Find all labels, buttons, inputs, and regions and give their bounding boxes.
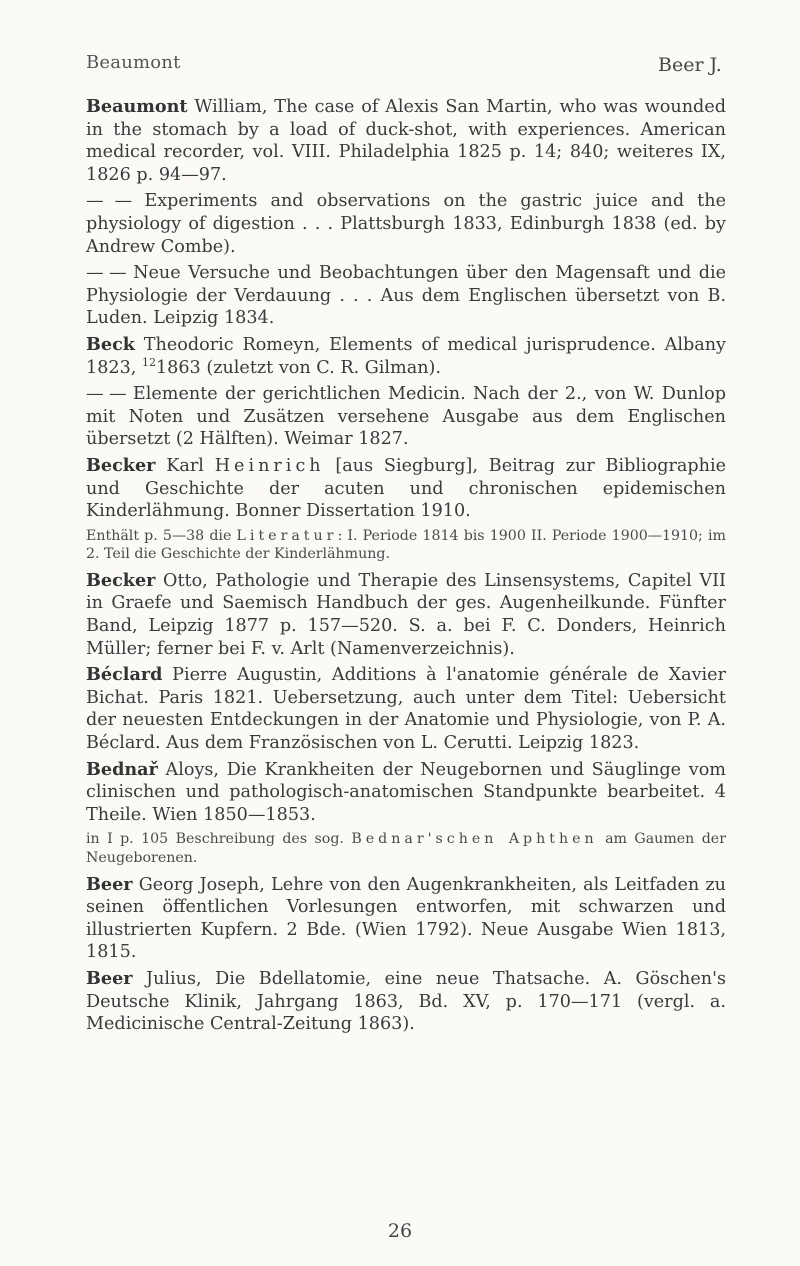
entry-text: Neue Versuche und Beobachtungen über den Magensaft und die Physiologie der Verdauung . . . Aus dem Englischen übersetzt von B. Luden. Leipzig 1834. [86,263,727,329]
entry-text: 1863 (zuletzt von C. R. Gilman). [155,357,442,378]
entry-text: Otto, Pathologie und Therapie des Linsensystems, Capitel VII in Graefe und Saemisch Handbuch der ges. Augenheilkunde. Fünfter Band, Leipzig 1877 p. 157—520. S. a. bei F. C. Donders, Heinrich Müller; ferner bei F. v. Arlt (Namenverzeichnis). [86,570,726,659]
ditto-dash: — — [86,191,132,212]
entry-author: Beer [86,967,133,989]
entry-text: [aus Siegburg], Beitrag zur Bibliographie und Geschichte der acuten und chronischen epidemischen Kinderlähmung. Bonner Dissertation 1910. [86,455,726,522]
entry-text: Elemente der gerichtlichen Medicin. Nach der 2., von W. Dunlop mit Noten und Zusätzen versehene Ausgabe aus dem Englischen übersetzt (2 Hälften). Weimar 1827. [86,384,727,450]
page-number: 26 [387,1220,413,1242]
edition-superscript: 12 [141,355,156,369]
spaced-word: Literatur [236,527,338,544]
bib-entry [86,874,726,964]
entry-text: Experiments and observations on the gastric juice and the physiology of digestion . . . Plattsburgh 1833, Edinburgh 1838 (ed. by Andrew Combe). [86,191,726,257]
entry-author: Beck [86,333,135,355]
entry-author: Bednař [86,758,158,780]
spaced-name: Heinrich [214,455,325,476]
bib-entry [86,96,726,186]
spaced-word: Bednar'schen Aphthen [351,831,598,848]
ditto-dash: — — [86,263,126,284]
bib-entry [86,759,726,827]
running-head-right: Beer J. [658,54,722,76]
bib-entry [86,190,726,258]
entry-author: Beer [86,873,133,895]
entry-note [86,527,726,564]
entry-text: Georg Joseph, Lehre von den Augenkrankheiten, als Leitfaden zu seinen öffentlichen Vorlesungen entworfen, mit schwarzen und illustrierten Kupfern. 2 Bde. (Wien 1792). Neue Ausgabe Wien 1813, 1815. [86,874,726,963]
note-text: Enthält p. 5—38 die [86,527,237,544]
entry-author: Becker [86,569,156,591]
bib-entry [86,664,726,754]
entry-author: Beaumont [86,96,188,117]
entry-author: Béclard [86,664,163,686]
entry-text: Theodoric Romeyn, Elements of medical jurisprudence. Albany 1823, [86,334,726,378]
note-text: am Gaumen der Neugeborenen. [86,831,726,866]
entry-text: William, The case of Alexis San Martin, who was wounded in the stomach by a load of duck-shot, with experiences. American medical recorder, vol. VIII. Philadelphia 1825 p. 14; 840; weiteres IX, 1826 p. 94—97. [86,97,726,185]
bib-entry [86,383,726,451]
bib-entry [86,334,726,379]
running-head-left: Beaumont [86,52,181,73]
bib-entry [86,968,726,1036]
ditto-dash: — — [86,384,126,405]
entry-author: Becker [86,454,156,476]
entry-text: Karl [155,455,215,476]
bibliography-body [86,96,726,1040]
note-text: : I. Periode 1814 bis 1900 II. Periode 1900—1910; im 2. Teil die Geschichte der Kinderlähmung. [86,527,726,563]
bib-entry [86,262,726,330]
entry-note [86,830,726,867]
entry-text: Pierre Augustin, Additions à l'anatomie générale de Xavier Bichat. Paris 1821. Uebersetzung, auch unter dem Titel: Uebersicht der neuesten Entdeckungen in der Anatomie und Physiologie, von P. A. Béclard. Aus dem Französischen von L. Cerutti. Leipzig 1823. [86,665,726,754]
entry-text: Julius, Die Bdellatomie, eine neue Thatsache. A. Göschen's Deutsche Klinik, Jahrgang 1863, Bd. XV, p. 170—171 (vergl. a. Medicinische Central-Zeitung 1863). [86,968,726,1035]
bib-entry [86,570,726,660]
entry-text: Aloys, Die Krankheiten der Neugebornen und Säuglinge vom clinischen und pathologisch-anatomischen Standpunkte bearbeitet. 4 Theile. Wien 1850—1853. [86,759,726,825]
bib-entry [86,455,726,523]
note-text: in I p. 105 Beschreibung des sog. [86,831,352,848]
